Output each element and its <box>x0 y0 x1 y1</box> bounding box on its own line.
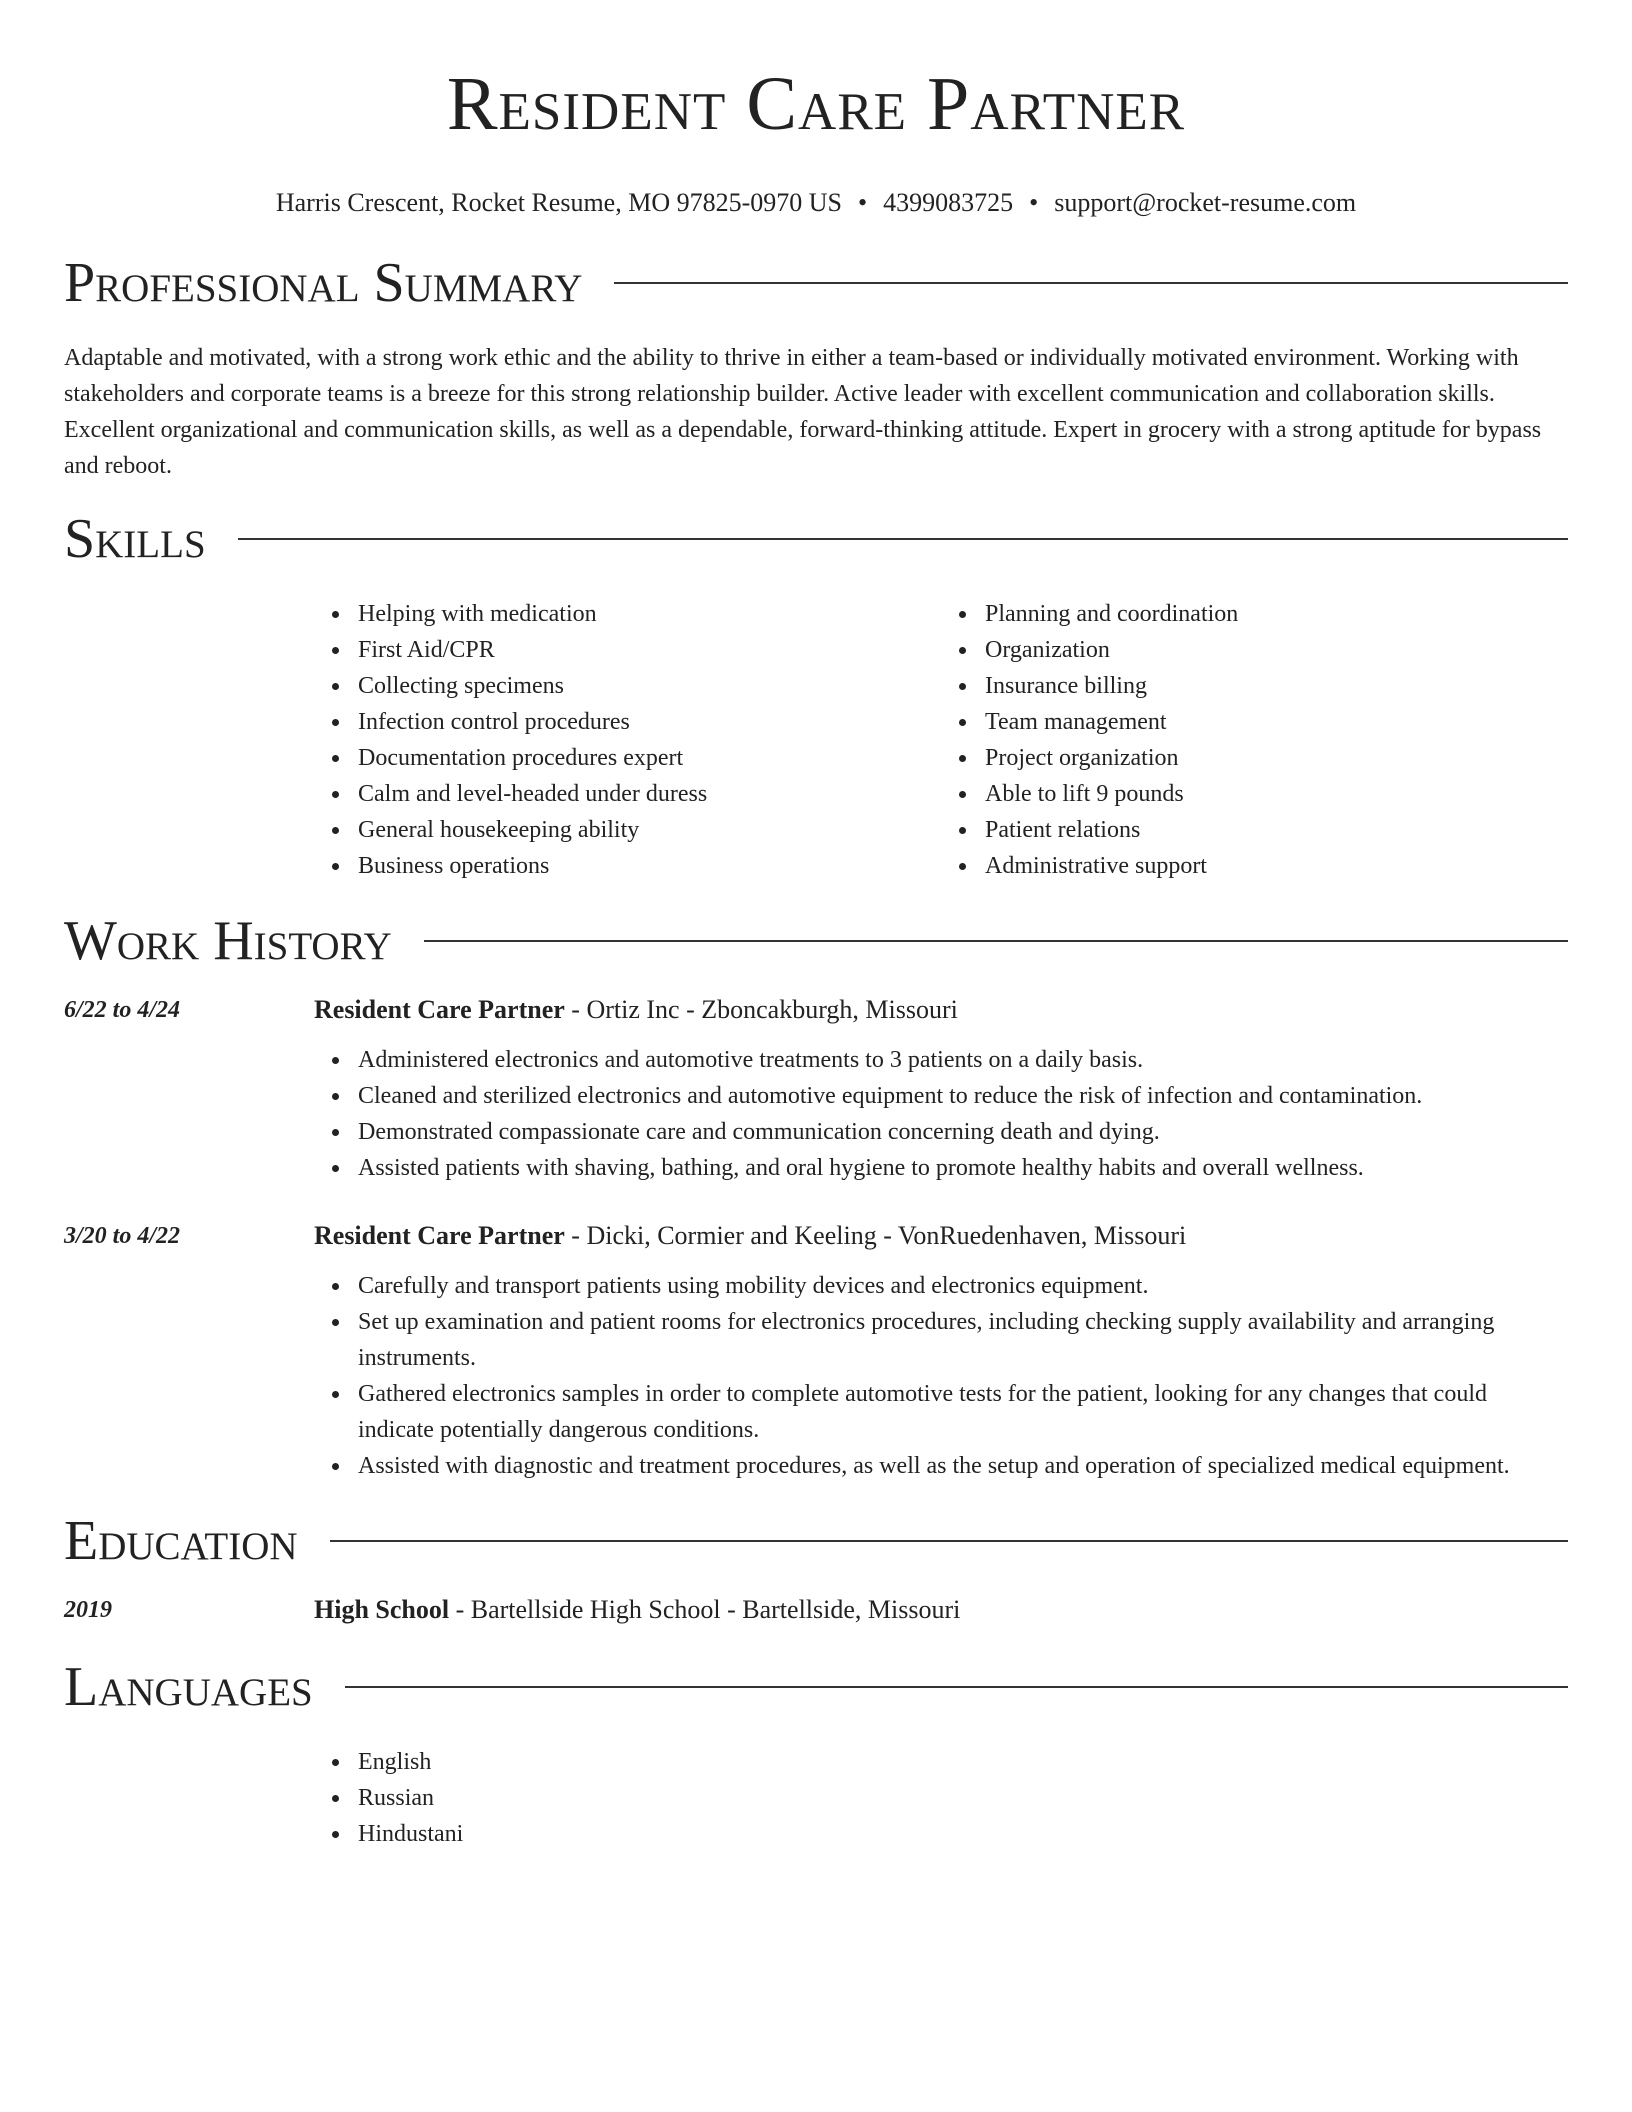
language-item: Hindustani <box>358 1816 1568 1852</box>
section-divider <box>614 282 1568 284</box>
job-content <box>314 992 1568 1186</box>
candidate-name: Resident Care Partner <box>446 62 1186 146</box>
skill-item: Calm and level-headed under duress <box>358 776 941 812</box>
skills-columns <box>314 596 1568 884</box>
education-entry <box>64 1592 1568 1628</box>
job-duty: Cleaned and sterilized electronics and automotive equipment to reduce the risk of infection and contamination. <box>358 1078 1568 1114</box>
job-duty: Administered electronics and automotive treatments to 3 patients on a daily basis. <box>358 1042 1568 1078</box>
job-employer: - Dicki, Cormier and Keeling - VonRuedenhaven, Missouri <box>564 1221 1187 1250</box>
job-duty: Carefully and transport patients using mobility devices and electronics equipment. <box>358 1268 1568 1304</box>
summary-header <box>64 248 1568 318</box>
job-title-line <box>314 992 1568 1028</box>
skill-item: Business operations <box>358 848 941 884</box>
job-title: Resident Care Partner <box>314 1221 565 1250</box>
languages-header <box>64 1652 1568 1722</box>
skill-item: Insurance billing <box>985 668 1568 704</box>
education-school: - Bartellside High School - Bartellside, Missouri <box>449 1595 961 1624</box>
education-heading: Education <box>64 1510 298 1572</box>
section-divider <box>238 538 1568 540</box>
contact-email: support@rocket-resume.com <box>1054 188 1357 217</box>
section-divider <box>424 940 1568 942</box>
job-date: 6/22 to 4/24 <box>64 997 181 1023</box>
contact-separator: • <box>1029 188 1039 217</box>
summary-heading: Professional Summary <box>64 252 583 314</box>
skills-list-left <box>314 596 941 884</box>
skill-item: Administrative support <box>985 848 1568 884</box>
job-duty: Assisted patients with shaving, bathing, and oral hygiene to promote healthy habits and overall wellness. <box>358 1150 1568 1186</box>
job-duty: Gathered electronics samples in order to complete automotive tests for the patient, looking for any changes that could indicate potentially dangerous conditions. <box>358 1376 1568 1448</box>
contact-line <box>64 186 1568 220</box>
contact-phone: 4399083725 <box>883 188 1014 217</box>
education-degree: High School <box>314 1595 450 1624</box>
education-header <box>64 1506 1568 1576</box>
work-history-header <box>64 906 1568 976</box>
skill-item: Organization <box>985 632 1568 668</box>
skills-header <box>64 504 1568 574</box>
skills-heading: Skills <box>64 508 206 570</box>
education-section <box>64 1506 1568 1628</box>
languages-heading: Languages <box>64 1656 313 1718</box>
job-entry <box>64 1218 1568 1484</box>
contact-separator: • <box>858 188 868 217</box>
skills-section <box>64 504 1568 884</box>
job-title: Resident Care Partner <box>314 995 565 1024</box>
job-duties <box>314 1268 1568 1484</box>
job-duty: Assisted with diagnostic and treatment procedures, as well as the setup and operation of specialized medical equipment. <box>358 1448 1568 1484</box>
job-duty: Set up examination and patient rooms for electronics procedures, including checking supply availability and arranging instruments. <box>358 1304 1568 1376</box>
summary-text: Adaptable and motivated, with a strong work ethic and the ability to thrive in either a team-based or individually motivated environment. Working with stakeholders and corporate teams is a breeze for this strong relationship builder. Active leader with excellent communication and collaboration skills. Excellent organizational and communication skills, as well as a dependable, forward-thinking attitude. Expert in grocery with a strong aptitude for bypass and reboot. <box>64 345 1542 479</box>
skill-item: Helping with medication <box>358 596 941 632</box>
skill-item: Collecting specimens <box>358 668 941 704</box>
language-item: Russian <box>358 1780 1568 1816</box>
job-title-line <box>314 1218 1568 1254</box>
education-title-line <box>314 1592 1568 1628</box>
skill-item: Patient relations <box>985 812 1568 848</box>
section-divider <box>345 1686 1568 1688</box>
skill-item: Infection control procedures <box>358 704 941 740</box>
contact-address: Harris Crescent, Rocket Resume, MO 97825-0970 US <box>275 188 842 217</box>
job-duties <box>314 1042 1568 1186</box>
education-date: 2019 <box>64 1597 112 1623</box>
languages-list <box>314 1744 1568 1852</box>
education-content <box>314 1592 1568 1628</box>
skill-item: Project organization <box>985 740 1568 776</box>
summary-section <box>64 248 1568 484</box>
job-content <box>314 1218 1568 1484</box>
skill-item: First Aid/CPR <box>358 632 941 668</box>
skill-item: Able to lift 9 pounds <box>985 776 1568 812</box>
work-history-heading: Work History <box>64 910 392 972</box>
work-history-section <box>64 906 1568 1484</box>
language-item: English <box>358 1744 1568 1780</box>
job-duty: Demonstrated compassionate care and communication concerning death and dying. <box>358 1114 1568 1150</box>
job-entry <box>64 992 1568 1186</box>
job-date: 3/20 to 4/22 <box>64 1223 181 1249</box>
skill-item: Planning and coordination <box>985 596 1568 632</box>
job-employer: - Ortiz Inc - Zboncakburgh, Missouri <box>564 995 958 1024</box>
skill-item: Documentation procedures expert <box>358 740 941 776</box>
skills-list-right <box>941 596 1568 884</box>
languages-section <box>64 1652 1568 1852</box>
section-divider <box>330 1540 1568 1542</box>
skill-item: General housekeeping ability <box>358 812 941 848</box>
skill-item: Team management <box>985 704 1568 740</box>
